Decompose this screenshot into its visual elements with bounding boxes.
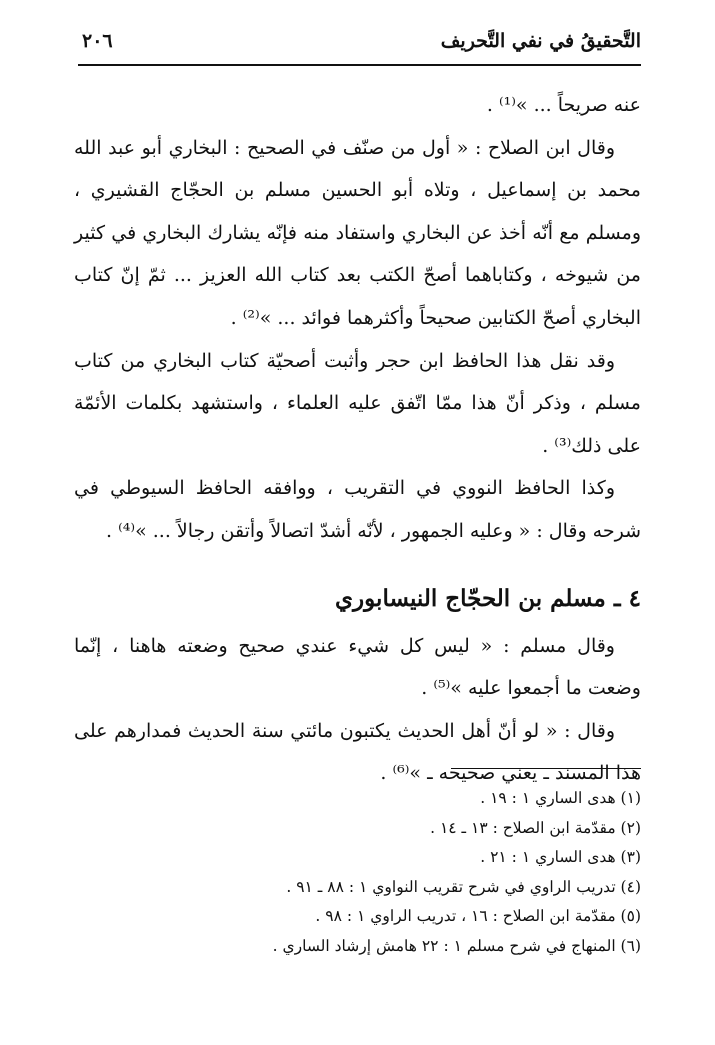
footnote: (٤) تدريب الراوي في شرح تقريب النواوي ١ : ٨٨ ـ ٩١ .: [286, 877, 641, 896]
page-number: ٢٠٦: [82, 30, 113, 52]
paragraph: وكذا الحافظ النووي في التقريب ، ووافقه الحافظ السيوطي في شرحه وقال : « وعليه الجمهور ، لأنّه أشدّ اتصالاً وأتقن رجالاً ... »⁽⁴⁾ .: [74, 477, 641, 542]
paragraph: وقد نقل هذا الحافظ ابن حجر وأثبت أصحيّة كتاب البخاري من كتاب مسلم ، وذكر أنّ هذا ممّا اتّفق عليه العلماء ، واستشهد بكلمات الأئمّة على ذلك⁽³⁾ .: [74, 349, 641, 457]
paragraph: وقال : « لو أنّ أهل الحديث يكتبون مائتي سنة الحديث فمدارهم على هذا المسند ـ يعني صحيحه ـ »⁽⁶⁾ .: [74, 719, 641, 785]
section-heading: ٤ ـ مسلم بن الحجّاج النيسابوري: [335, 584, 641, 612]
paragraph: عنه صريحاً ... »⁽¹⁾ .: [486, 94, 641, 116]
main-text: [74, 84, 641, 795]
running-title: التَّحقيقُ في نفي التَّحريف: [440, 30, 641, 52]
paragraph: وقال ابن الصلاح : « أول من صنّف في الصحيح : البخاري أبو عبد الله محمد بن إسماعيل ، وتلاه أبو الحسين مسلم بن الحجّاج القشيري ، ومسلم مع أنّه أخذ عن البخاري واستفاد منه فإنّه يشارك البخاري في كثير من شيوخه ، وكتاباهما أصحّ الكتب بعد كتاب الله العزيز ... ثمّ إنّ كتاب البخاري أصحّ الكتابين صحيحاً وأكثرهما فوائد ... »⁽²⁾ .: [74, 136, 641, 329]
footnote: (٢) مقدّمة ابن الصلاح : ١٣ ـ ١٤ .: [430, 818, 641, 837]
page-header: [78, 26, 641, 66]
footnotes: [74, 784, 641, 962]
paragraph: وقال مسلم : « ليس كل شيء عندي صحيح وضعته هاهنا ، إنّما وضعت ما أجمعوا عليه »⁽⁵⁾ .: [74, 634, 641, 700]
footnote: (٦) المنهاج في شرح مسلم ١ : ٢٢ هامش إرشاد الساري .: [272, 936, 641, 955]
footnote: (٥) مقدّمة ابن الصلاح : ١٦ ، تدريب الراوي ١ : ٩٨ .: [315, 907, 641, 926]
footnote-divider: [451, 768, 641, 769]
footnote: (١) هدى الساري ١ : ١٩ .: [480, 789, 641, 807]
footnote: (٣) هدى الساري ١ : ٢١ .: [480, 848, 641, 867]
